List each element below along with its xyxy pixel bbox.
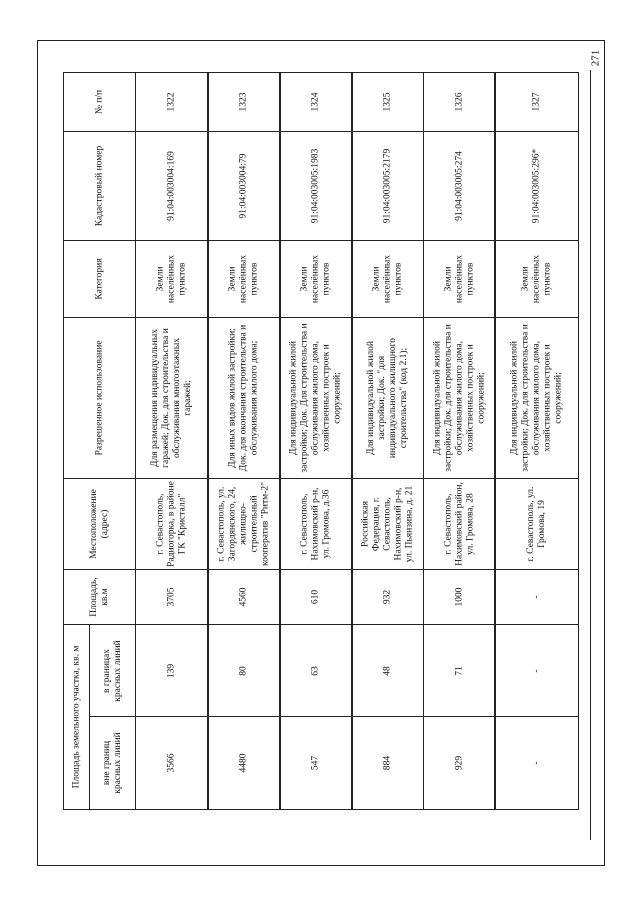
cell-category xyxy=(279,240,353,318)
cell-usage xyxy=(494,317,579,479)
header-outside: вне границ красных линий xyxy=(89,716,136,810)
cell-cadastral xyxy=(279,131,353,241)
cell-cadastral-text: 91:04:003005:274 xyxy=(454,151,465,221)
cell-area xyxy=(351,569,424,625)
cell-location xyxy=(279,478,353,570)
cell-num xyxy=(351,72,424,132)
cell-within xyxy=(423,624,496,717)
cell-category xyxy=(423,240,496,318)
cell-category-text: Земли населённых пунктов xyxy=(227,254,260,304)
cell-outside-text: - xyxy=(531,761,542,765)
cell-area-text: 1000 xyxy=(454,587,465,607)
cell-category-text: Земли населённых пунктов xyxy=(520,254,552,304)
page-rule xyxy=(590,70,591,840)
cell-num xyxy=(494,72,579,132)
cell-outside xyxy=(494,716,579,810)
cell-area xyxy=(207,569,281,625)
cell-usage xyxy=(279,317,353,479)
cell-within-text: 63 xyxy=(310,665,321,676)
cell-cadastral xyxy=(423,131,496,241)
cell-usage-text: Для индивидуальной жилой застройки; Док. для строительства и обслуживания жилого дома, хозяйственных построек и сооружений; xyxy=(509,324,563,472)
cell-num xyxy=(423,72,496,132)
cell-location xyxy=(351,478,424,570)
header-usage: Разрешенное использование xyxy=(63,317,136,479)
cell-location xyxy=(207,478,281,570)
cell-category xyxy=(135,240,209,318)
cell-cadastral xyxy=(494,131,579,241)
table-row xyxy=(279,72,352,810)
cell-location xyxy=(423,478,496,570)
cell-outside xyxy=(423,716,496,810)
table-row xyxy=(207,72,280,810)
cell-cadastral-text: 91:04:003004:169 xyxy=(166,151,177,221)
cell-location-text: Российская Федерация, г. Севастополь, Нахимовский р-н, ул. Пьянзина, д. 21 xyxy=(360,485,414,563)
cell-area-text: 932 xyxy=(382,589,393,605)
cell-location-text: г. Севастополь, Нахимовский район, ул. Громова, 28 xyxy=(443,482,475,566)
table-row xyxy=(351,72,423,810)
cell-outside xyxy=(351,716,424,810)
cell-location-text: г. Севастополь, Нахимовский р-н, ул. Громова, д.36 xyxy=(299,487,332,561)
cell-cadastral-text: 91:04:003005:296* xyxy=(531,148,542,224)
cell-usage-text: Для размещения индивидуальных гаражей; Док. для строительства и обслуживания многоэтажных гаражей; xyxy=(150,328,193,468)
cell-usage-text: Для индивидуальной жилой застройки; Док. для строительства и обслуживания жилого дома, хозяйственных построек и сооружений; xyxy=(432,324,486,472)
cell-category-text: Земли населённых пунктов xyxy=(299,254,332,304)
cell-category xyxy=(494,240,579,318)
land-plots-table xyxy=(63,72,578,810)
cell-num-text: 1326 xyxy=(454,92,465,112)
cell-within xyxy=(351,624,424,717)
cell-usage-text: Для индивидуальной жилой застройки; Док. Для строительства и обслуживания жилого дома, хозяйственных построек и сооружений; xyxy=(288,323,343,473)
cell-num-text: 1325 xyxy=(382,92,393,112)
cell-category-text: Земли населённых пунктов xyxy=(443,254,475,304)
cell-location-text: г. Севастополь, ул. Громова, 19 xyxy=(525,486,547,562)
cell-outside-text: 884 xyxy=(382,755,393,771)
header-land-area-title: Площадь земельного участка, кв. м xyxy=(63,624,90,810)
cell-usage xyxy=(135,317,209,479)
cell-cadastral-text: 91:04:003004:79 xyxy=(238,153,249,219)
header-column xyxy=(63,72,135,810)
cell-area xyxy=(279,569,353,625)
cell-num-text: 1324 xyxy=(310,92,321,112)
header-within: в границах красных линий xyxy=(89,624,136,717)
cell-num-text: 1327 xyxy=(531,92,542,112)
header-area: Площадь, кв.м xyxy=(63,569,136,625)
table-row xyxy=(494,72,578,810)
cell-usage xyxy=(207,317,281,479)
cell-within-text: 139 xyxy=(166,663,177,678)
cell-location xyxy=(494,478,579,570)
table-row xyxy=(423,72,495,810)
cell-category-text: Земли населённых пунктов xyxy=(371,254,403,304)
header-cadastral: Кадастровый номер xyxy=(63,131,136,241)
header-num: № п/п xyxy=(63,72,136,132)
cell-outside-text: 4480 xyxy=(238,753,249,773)
cell-outside xyxy=(207,716,281,810)
cell-location xyxy=(135,478,209,570)
cell-within xyxy=(279,624,353,717)
cell-usage xyxy=(423,317,496,479)
cell-within-text: 71 xyxy=(454,665,465,676)
cell-within-text: - xyxy=(531,668,542,673)
cell-outside-text: 547 xyxy=(310,755,321,771)
cell-area xyxy=(494,569,579,625)
cell-outside-text: 929 xyxy=(454,755,465,771)
cell-cadastral xyxy=(135,131,209,241)
cell-location-text: г. Севастополь, Радиогорка, в районе ГК "Кристалл" xyxy=(155,481,188,567)
cell-within xyxy=(135,624,209,717)
cell-usage xyxy=(351,317,424,479)
cell-within xyxy=(494,624,579,717)
cell-area xyxy=(135,569,209,625)
cell-within xyxy=(207,624,281,717)
cell-within-text: 80 xyxy=(238,665,249,676)
cell-num xyxy=(207,72,281,132)
cell-area xyxy=(423,569,496,625)
cell-cadastral-text: 91:04:003005:1983 xyxy=(310,148,321,224)
cell-cadastral-text: 91:04:003005:2179 xyxy=(382,148,393,224)
cell-area-text: 3705 xyxy=(166,587,177,607)
cell-area-text: - xyxy=(531,595,542,599)
cell-usage-text: Для иных видов жилой застройки; Док. для окончания строительства и обслуживания жилого дома; xyxy=(227,324,260,472)
cell-num-text: 1322 xyxy=(166,92,177,112)
header-location: Местоположение (адрес) xyxy=(63,478,136,570)
cell-num xyxy=(279,72,353,132)
cell-outside xyxy=(135,716,209,810)
cell-category xyxy=(207,240,281,318)
header-category: Категория xyxy=(63,240,136,318)
table-row xyxy=(135,72,208,810)
cell-num xyxy=(135,72,209,132)
cell-category-text: Земли населённых пунктов xyxy=(155,254,188,304)
cell-usage-text: Для индивидуальной жилой застройки; Док. "для индивидуального жилищного строительства" (код 2.1); xyxy=(365,337,409,459)
cell-cadastral xyxy=(351,131,424,241)
cell-num-text: 1323 xyxy=(238,92,249,112)
cell-outside-text: 3566 xyxy=(166,753,177,773)
cell-cadastral xyxy=(207,131,281,241)
page-number: 271 xyxy=(589,49,601,67)
cell-within-text: 48 xyxy=(382,665,393,676)
cell-outside xyxy=(279,716,353,810)
cell-area-text: 610 xyxy=(310,589,321,605)
cell-location-text: г. Севастополь, ул. Загордянского, 24, жилищно-строительный кооператив "Ритм-2" xyxy=(216,482,271,566)
cell-category xyxy=(351,240,424,318)
cell-area-text: 4560 xyxy=(238,587,249,607)
